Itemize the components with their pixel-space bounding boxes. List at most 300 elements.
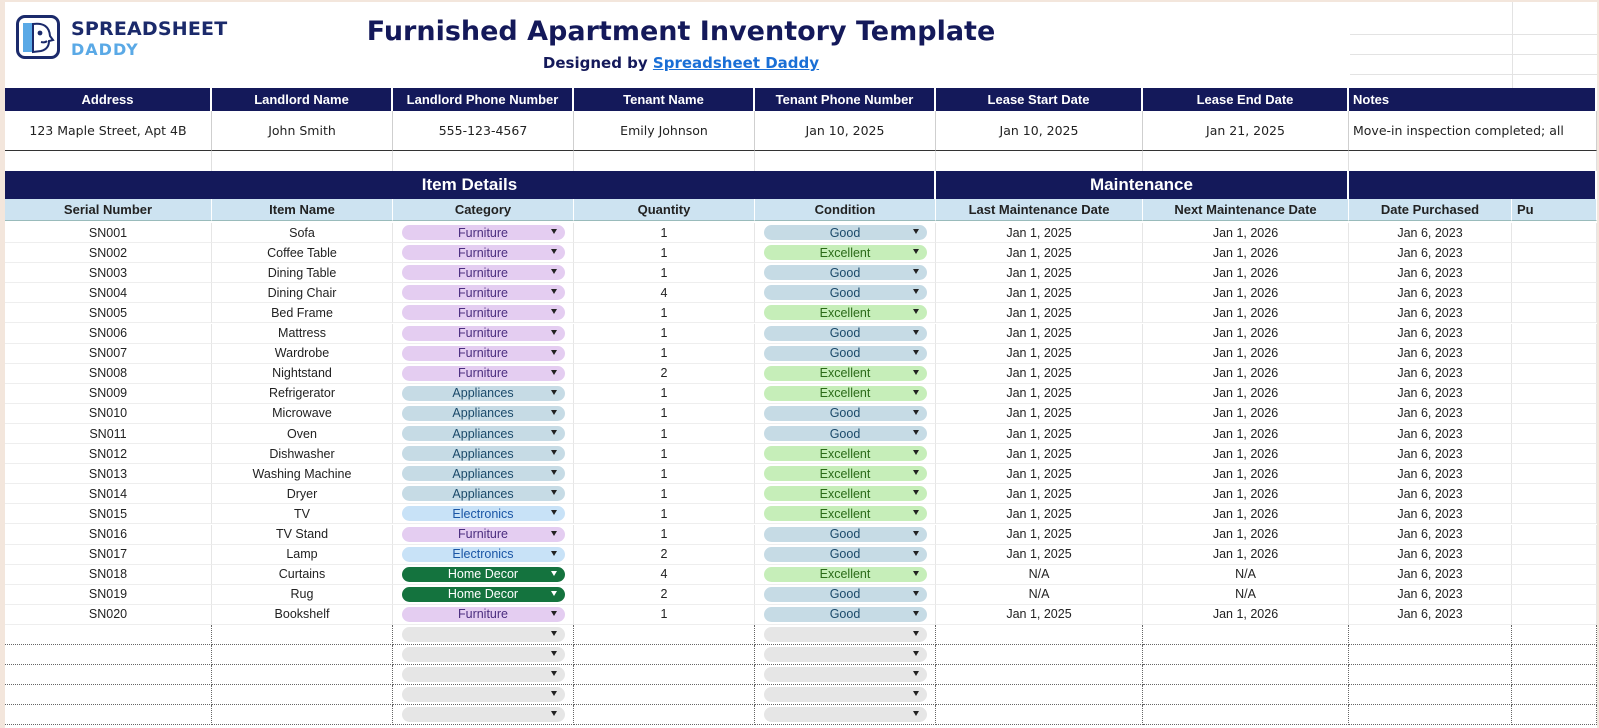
dropdown-caret-icon[interactable] bbox=[913, 390, 919, 395]
empty-cell[interactable] bbox=[574, 685, 755, 705]
condition-dropdown[interactable] bbox=[764, 607, 927, 622]
quantity-cell[interactable]: 1 bbox=[574, 525, 755, 545]
dropdown-caret-icon[interactable] bbox=[913, 711, 919, 716]
purchase-extra-cell[interactable] bbox=[1512, 484, 1597, 504]
category-dropdown[interactable] bbox=[402, 386, 565, 401]
condition-dropdown[interactable] bbox=[764, 667, 927, 682]
condition-cell[interactable] bbox=[755, 364, 936, 384]
dropdown-caret-icon[interactable] bbox=[551, 611, 557, 616]
empty-cell[interactable] bbox=[1143, 625, 1349, 645]
dropdown-caret-icon[interactable] bbox=[913, 430, 919, 435]
condition-cell[interactable] bbox=[755, 444, 936, 464]
date-purchased-cell[interactable]: Jan 6, 2023 bbox=[1349, 525, 1512, 545]
category-dropdown[interactable] bbox=[402, 225, 565, 240]
spreadsheet-daddy-link[interactable]: Spreadsheet Daddy bbox=[652, 54, 820, 72]
category-dropdown[interactable] bbox=[402, 245, 565, 260]
last-maintenance-cell[interactable]: Jan 1, 2025 bbox=[936, 303, 1143, 323]
category-cell[interactable] bbox=[393, 404, 574, 424]
dropdown-caret-icon[interactable] bbox=[551, 269, 557, 274]
purchase-extra-cell[interactable] bbox=[1512, 404, 1597, 424]
serial-number-cell[interactable]: SN016 bbox=[5, 525, 212, 545]
date-purchased-cell[interactable]: Jan 6, 2023 bbox=[1349, 424, 1512, 444]
last-maintenance-cell[interactable]: Jan 1, 2025 bbox=[936, 384, 1143, 404]
dropdown-caret-icon[interactable] bbox=[913, 289, 919, 294]
category-cell[interactable] bbox=[393, 344, 574, 364]
dropdown-caret-icon[interactable] bbox=[551, 490, 557, 495]
quantity-cell[interactable]: 1 bbox=[574, 484, 755, 504]
date-purchased-cell[interactable]: Jan 6, 2023 bbox=[1349, 605, 1512, 625]
dropdown-caret-icon[interactable] bbox=[913, 410, 919, 415]
next-maintenance-cell[interactable]: Jan 1, 2026 bbox=[1143, 404, 1349, 424]
category-cell[interactable] bbox=[393, 464, 574, 484]
dropdown-caret-icon[interactable] bbox=[913, 671, 919, 676]
last-maintenance-cell[interactable]: Jan 1, 2025 bbox=[936, 324, 1143, 344]
next-maintenance-cell[interactable]: Jan 1, 2026 bbox=[1143, 484, 1349, 504]
date-purchased-cell[interactable]: Jan 6, 2023 bbox=[1349, 364, 1512, 384]
last-maintenance-cell[interactable]: Jan 1, 2025 bbox=[936, 484, 1143, 504]
next-maintenance-cell[interactable]: Jan 1, 2026 bbox=[1143, 324, 1349, 344]
empty-cell[interactable] bbox=[393, 645, 574, 665]
serial-number-cell[interactable]: SN011 bbox=[5, 424, 212, 444]
empty-cell[interactable] bbox=[1349, 645, 1512, 665]
serial-number-cell[interactable]: SN015 bbox=[5, 504, 212, 524]
empty-cell[interactable] bbox=[5, 665, 212, 685]
empty-cell[interactable] bbox=[5, 705, 212, 725]
empty-cell[interactable] bbox=[212, 685, 393, 705]
condition-dropdown[interactable] bbox=[764, 587, 927, 602]
category-cell[interactable] bbox=[393, 364, 574, 384]
purchase-extra-cell[interactable] bbox=[1512, 504, 1597, 524]
last-maintenance-cell[interactable]: N/A bbox=[936, 565, 1143, 585]
date-purchased-cell[interactable]: Jan 6, 2023 bbox=[1349, 283, 1512, 303]
condition-cell[interactable] bbox=[755, 344, 936, 364]
last-maintenance-cell[interactable]: Jan 1, 2025 bbox=[936, 344, 1143, 364]
dropdown-caret-icon[interactable] bbox=[551, 370, 557, 375]
date-purchased-cell[interactable]: Jan 6, 2023 bbox=[1349, 545, 1512, 565]
next-maintenance-cell[interactable]: Jan 1, 2026 bbox=[1143, 384, 1349, 404]
date-purchased-cell[interactable]: Jan 6, 2023 bbox=[1349, 303, 1512, 323]
empty-cell[interactable] bbox=[1143, 705, 1349, 725]
notes-value[interactable]: Move-in inspection completed; all bbox=[1349, 111, 1597, 151]
quantity-cell[interactable]: 1 bbox=[574, 404, 755, 424]
next-maintenance-cell[interactable]: Jan 1, 2026 bbox=[1143, 364, 1349, 384]
category-dropdown[interactable] bbox=[402, 506, 565, 521]
condition-dropdown[interactable] bbox=[764, 245, 927, 260]
condition-cell[interactable] bbox=[755, 484, 936, 504]
category-dropdown[interactable] bbox=[402, 346, 565, 361]
quantity-cell[interactable]: 1 bbox=[574, 605, 755, 625]
condition-cell[interactable] bbox=[755, 585, 936, 605]
item-name-cell[interactable]: Dishwasher bbox=[212, 444, 393, 464]
dropdown-caret-icon[interactable] bbox=[913, 350, 919, 355]
empty-cell[interactable] bbox=[574, 625, 755, 645]
category-dropdown[interactable] bbox=[402, 647, 565, 662]
empty-cell[interactable] bbox=[1512, 645, 1597, 665]
date-purchased-cell[interactable]: Jan 6, 2023 bbox=[1349, 384, 1512, 404]
condition-dropdown[interactable] bbox=[764, 265, 927, 280]
tenant-name-value[interactable]: Emily Johnson bbox=[574, 111, 755, 151]
item-name-cell[interactable]: Dining Chair bbox=[212, 283, 393, 303]
item-name-cell[interactable]: Bed Frame bbox=[212, 303, 393, 323]
condition-dropdown[interactable] bbox=[764, 647, 927, 662]
purchase-extra-cell[interactable] bbox=[1512, 263, 1597, 283]
category-dropdown[interactable] bbox=[402, 406, 565, 421]
empty-cell[interactable] bbox=[936, 645, 1143, 665]
empty-cell[interactable] bbox=[1143, 685, 1349, 705]
category-cell[interactable] bbox=[393, 585, 574, 605]
category-dropdown[interactable] bbox=[402, 527, 565, 542]
empty-cell[interactable] bbox=[936, 665, 1143, 685]
condition-dropdown[interactable] bbox=[764, 486, 927, 501]
dropdown-caret-icon[interactable] bbox=[913, 631, 919, 636]
purchase-extra-cell[interactable] bbox=[1512, 565, 1597, 585]
quantity-cell[interactable]: 2 bbox=[574, 364, 755, 384]
item-name-cell[interactable]: Coffee Table bbox=[212, 243, 393, 263]
empty-cell[interactable] bbox=[936, 625, 1143, 645]
quantity-cell[interactable]: 1 bbox=[574, 384, 755, 404]
quantity-cell[interactable]: 1 bbox=[574, 444, 755, 464]
dropdown-caret-icon[interactable] bbox=[913, 249, 919, 254]
next-maintenance-cell[interactable]: Jan 1, 2026 bbox=[1143, 223, 1349, 243]
category-cell[interactable] bbox=[393, 545, 574, 565]
date-purchased-cell[interactable]: Jan 6, 2023 bbox=[1349, 504, 1512, 524]
purchase-extra-cell[interactable] bbox=[1512, 243, 1597, 263]
next-maintenance-cell[interactable]: Jan 1, 2026 bbox=[1143, 283, 1349, 303]
dropdown-caret-icon[interactable] bbox=[551, 289, 557, 294]
last-maintenance-cell[interactable]: Jan 1, 2025 bbox=[936, 364, 1143, 384]
empty-cell[interactable] bbox=[212, 645, 393, 665]
next-maintenance-cell[interactable]: Jan 1, 2026 bbox=[1143, 344, 1349, 364]
item-name-cell[interactable]: Wardrobe bbox=[212, 344, 393, 364]
category-dropdown[interactable] bbox=[402, 366, 565, 381]
category-dropdown[interactable] bbox=[402, 466, 565, 481]
condition-dropdown[interactable] bbox=[764, 506, 927, 521]
empty-cell[interactable] bbox=[393, 705, 574, 725]
dropdown-caret-icon[interactable] bbox=[913, 330, 919, 335]
dropdown-caret-icon[interactable] bbox=[551, 470, 557, 475]
category-dropdown[interactable] bbox=[402, 687, 565, 702]
condition-dropdown[interactable] bbox=[764, 366, 927, 381]
serial-number-cell[interactable]: SN010 bbox=[5, 404, 212, 424]
item-name-cell[interactable]: Bookshelf bbox=[212, 605, 393, 625]
condition-dropdown[interactable] bbox=[764, 446, 927, 461]
dropdown-caret-icon[interactable] bbox=[551, 691, 557, 696]
condition-cell[interactable] bbox=[755, 525, 936, 545]
dropdown-caret-icon[interactable] bbox=[551, 631, 557, 636]
item-name-cell[interactable]: Sofa bbox=[212, 223, 393, 243]
category-dropdown[interactable] bbox=[402, 547, 565, 562]
empty-cell[interactable] bbox=[393, 625, 574, 645]
condition-cell[interactable] bbox=[755, 243, 936, 263]
quantity-cell[interactable]: 1 bbox=[574, 344, 755, 364]
condition-dropdown[interactable] bbox=[764, 225, 927, 240]
empty-cell[interactable] bbox=[1143, 645, 1349, 665]
empty-cell[interactable] bbox=[755, 625, 936, 645]
quantity-cell[interactable]: 1 bbox=[574, 424, 755, 444]
condition-dropdown[interactable] bbox=[764, 627, 927, 642]
item-name-cell[interactable]: TV Stand bbox=[212, 525, 393, 545]
dropdown-caret-icon[interactable] bbox=[551, 390, 557, 395]
item-name-cell[interactable]: TV bbox=[212, 504, 393, 524]
quantity-cell[interactable]: 2 bbox=[574, 545, 755, 565]
quantity-cell[interactable]: 1 bbox=[574, 243, 755, 263]
category-cell[interactable] bbox=[393, 444, 574, 464]
condition-dropdown[interactable] bbox=[764, 406, 927, 421]
date-purchased-cell[interactable]: Jan 6, 2023 bbox=[1349, 324, 1512, 344]
last-maintenance-cell[interactable]: Jan 1, 2025 bbox=[936, 283, 1143, 303]
next-maintenance-cell[interactable]: N/A bbox=[1143, 565, 1349, 585]
empty-cell[interactable] bbox=[755, 705, 936, 725]
category-dropdown[interactable] bbox=[402, 607, 565, 622]
empty-cell[interactable] bbox=[1512, 665, 1597, 685]
condition-cell[interactable] bbox=[755, 424, 936, 444]
dropdown-caret-icon[interactable] bbox=[913, 611, 919, 616]
date-purchased-cell[interactable]: Jan 6, 2023 bbox=[1349, 223, 1512, 243]
serial-number-cell[interactable]: SN014 bbox=[5, 484, 212, 504]
dropdown-caret-icon[interactable] bbox=[913, 691, 919, 696]
landlord-phone-value[interactable]: 555-123-4567 bbox=[393, 111, 574, 151]
last-maintenance-cell[interactable]: Jan 1, 2025 bbox=[936, 424, 1143, 444]
next-maintenance-cell[interactable]: Jan 1, 2026 bbox=[1143, 303, 1349, 323]
condition-cell[interactable] bbox=[755, 404, 936, 424]
dropdown-caret-icon[interactable] bbox=[551, 450, 557, 455]
purchase-extra-cell[interactable] bbox=[1512, 364, 1597, 384]
dropdown-caret-icon[interactable] bbox=[551, 330, 557, 335]
purchase-extra-cell[interactable] bbox=[1512, 324, 1597, 344]
purchase-extra-cell[interactable] bbox=[1512, 444, 1597, 464]
empty-cell[interactable] bbox=[5, 685, 212, 705]
date-purchased-cell[interactable]: Jan 6, 2023 bbox=[1349, 464, 1512, 484]
quantity-cell[interactable]: 1 bbox=[574, 303, 755, 323]
next-maintenance-cell[interactable]: Jan 1, 2026 bbox=[1143, 464, 1349, 484]
category-cell[interactable] bbox=[393, 525, 574, 545]
empty-cell[interactable] bbox=[5, 645, 212, 665]
next-maintenance-cell[interactable]: Jan 1, 2026 bbox=[1143, 525, 1349, 545]
empty-cell[interactable] bbox=[574, 665, 755, 685]
last-maintenance-cell[interactable]: Jan 1, 2025 bbox=[936, 525, 1143, 545]
category-dropdown[interactable] bbox=[402, 426, 565, 441]
dropdown-caret-icon[interactable] bbox=[551, 510, 557, 515]
item-name-cell[interactable]: Dryer bbox=[212, 484, 393, 504]
item-name-cell[interactable]: Lamp bbox=[212, 545, 393, 565]
next-maintenance-cell[interactable]: Jan 1, 2026 bbox=[1143, 605, 1349, 625]
item-name-cell[interactable]: Curtains bbox=[212, 565, 393, 585]
dropdown-caret-icon[interactable] bbox=[551, 249, 557, 254]
category-dropdown[interactable] bbox=[402, 265, 565, 280]
date-purchased-cell[interactable]: Jan 6, 2023 bbox=[1349, 585, 1512, 605]
quantity-cell[interactable]: 1 bbox=[574, 324, 755, 344]
condition-dropdown[interactable] bbox=[764, 687, 927, 702]
serial-number-cell[interactable]: SN012 bbox=[5, 444, 212, 464]
last-maintenance-cell[interactable]: Jan 1, 2025 bbox=[936, 464, 1143, 484]
category-cell[interactable] bbox=[393, 223, 574, 243]
empty-cell[interactable] bbox=[1512, 625, 1597, 645]
condition-dropdown[interactable] bbox=[764, 326, 927, 341]
category-dropdown[interactable] bbox=[402, 326, 565, 341]
category-dropdown[interactable] bbox=[402, 285, 565, 300]
item-name-cell[interactable]: Dining Table bbox=[212, 263, 393, 283]
dropdown-caret-icon[interactable] bbox=[551, 671, 557, 676]
category-dropdown[interactable] bbox=[402, 486, 565, 501]
quantity-cell[interactable]: 1 bbox=[574, 263, 755, 283]
condition-cell[interactable] bbox=[755, 565, 936, 585]
last-maintenance-cell[interactable]: Jan 1, 2025 bbox=[936, 404, 1143, 424]
next-maintenance-cell[interactable]: Jan 1, 2026 bbox=[1143, 545, 1349, 565]
dropdown-caret-icon[interactable] bbox=[551, 591, 557, 596]
empty-cell[interactable] bbox=[1349, 625, 1512, 645]
category-cell[interactable] bbox=[393, 263, 574, 283]
category-cell[interactable] bbox=[393, 324, 574, 344]
serial-number-cell[interactable]: SN005 bbox=[5, 303, 212, 323]
dropdown-caret-icon[interactable] bbox=[551, 229, 557, 234]
condition-dropdown[interactable] bbox=[764, 305, 927, 320]
empty-cell[interactable] bbox=[574, 705, 755, 725]
condition-cell[interactable] bbox=[755, 384, 936, 404]
category-cell[interactable] bbox=[393, 243, 574, 263]
condition-dropdown[interactable] bbox=[764, 527, 927, 542]
purchase-extra-cell[interactable] bbox=[1512, 384, 1597, 404]
address-value[interactable]: 123 Maple Street, Apt 4B bbox=[5, 111, 212, 151]
empty-cell[interactable] bbox=[212, 705, 393, 725]
date-purchased-cell[interactable]: Jan 6, 2023 bbox=[1349, 565, 1512, 585]
last-maintenance-cell[interactable]: Jan 1, 2025 bbox=[936, 504, 1143, 524]
item-name-cell[interactable]: Nightstand bbox=[212, 364, 393, 384]
dropdown-caret-icon[interactable] bbox=[913, 551, 919, 556]
serial-number-cell[interactable]: SN008 bbox=[5, 364, 212, 384]
empty-cell[interactable] bbox=[936, 705, 1143, 725]
condition-cell[interactable] bbox=[755, 303, 936, 323]
quantity-cell[interactable]: 1 bbox=[574, 223, 755, 243]
next-maintenance-cell[interactable]: Jan 1, 2026 bbox=[1143, 504, 1349, 524]
serial-number-cell[interactable]: SN009 bbox=[5, 384, 212, 404]
landlord-name-value[interactable]: John Smith bbox=[212, 111, 393, 151]
category-dropdown[interactable] bbox=[402, 667, 565, 682]
dropdown-caret-icon[interactable] bbox=[913, 490, 919, 495]
purchase-extra-cell[interactable] bbox=[1512, 585, 1597, 605]
item-name-cell[interactable]: Microwave bbox=[212, 404, 393, 424]
date-purchased-cell[interactable]: Jan 6, 2023 bbox=[1349, 404, 1512, 424]
serial-number-cell[interactable]: SN007 bbox=[5, 344, 212, 364]
quantity-cell[interactable]: 2 bbox=[574, 585, 755, 605]
last-maintenance-cell[interactable]: Jan 1, 2025 bbox=[936, 605, 1143, 625]
condition-dropdown[interactable] bbox=[764, 567, 927, 582]
serial-number-cell[interactable]: SN018 bbox=[5, 565, 212, 585]
category-cell[interactable] bbox=[393, 484, 574, 504]
dropdown-caret-icon[interactable] bbox=[913, 450, 919, 455]
empty-cell[interactable] bbox=[393, 685, 574, 705]
lease-start-value[interactable]: Jan 10, 2025 bbox=[936, 111, 1143, 151]
date-purchased-cell[interactable]: Jan 6, 2023 bbox=[1349, 344, 1512, 364]
item-name-cell[interactable]: Oven bbox=[212, 424, 393, 444]
serial-number-cell[interactable]: SN020 bbox=[5, 605, 212, 625]
category-cell[interactable] bbox=[393, 303, 574, 323]
empty-cell[interactable] bbox=[755, 665, 936, 685]
last-maintenance-cell[interactable]: Jan 1, 2025 bbox=[936, 223, 1143, 243]
condition-cell[interactable] bbox=[755, 283, 936, 303]
serial-number-cell[interactable]: SN006 bbox=[5, 324, 212, 344]
serial-number-cell[interactable]: SN002 bbox=[5, 243, 212, 263]
dropdown-caret-icon[interactable] bbox=[913, 651, 919, 656]
dropdown-caret-icon[interactable] bbox=[551, 350, 557, 355]
category-dropdown[interactable] bbox=[402, 446, 565, 461]
category-dropdown[interactable] bbox=[402, 627, 565, 642]
category-dropdown[interactable] bbox=[402, 305, 565, 320]
date-purchased-cell[interactable]: Jan 6, 2023 bbox=[1349, 243, 1512, 263]
category-cell[interactable] bbox=[393, 424, 574, 444]
dropdown-caret-icon[interactable] bbox=[913, 510, 919, 515]
date-purchased-cell[interactable]: Jan 6, 2023 bbox=[1349, 263, 1512, 283]
dropdown-caret-icon[interactable] bbox=[551, 531, 557, 536]
quantity-cell[interactable]: 4 bbox=[574, 565, 755, 585]
condition-dropdown[interactable] bbox=[764, 707, 927, 722]
condition-dropdown[interactable] bbox=[764, 466, 927, 481]
dropdown-caret-icon[interactable] bbox=[913, 531, 919, 536]
serial-number-cell[interactable]: SN017 bbox=[5, 545, 212, 565]
lease-end-value[interactable]: Jan 21, 2025 bbox=[1143, 111, 1349, 151]
empty-cell[interactable] bbox=[1349, 685, 1512, 705]
next-maintenance-cell[interactable]: Jan 1, 2026 bbox=[1143, 424, 1349, 444]
condition-cell[interactable] bbox=[755, 605, 936, 625]
category-dropdown[interactable] bbox=[402, 707, 565, 722]
empty-cell[interactable] bbox=[755, 645, 936, 665]
condition-dropdown[interactable] bbox=[764, 285, 927, 300]
category-cell[interactable] bbox=[393, 565, 574, 585]
serial-number-cell[interactable]: SN004 bbox=[5, 283, 212, 303]
dropdown-caret-icon[interactable] bbox=[551, 651, 557, 656]
last-maintenance-cell[interactable]: N/A bbox=[936, 585, 1143, 605]
next-maintenance-cell[interactable]: Jan 1, 2026 bbox=[1143, 444, 1349, 464]
purchase-extra-cell[interactable] bbox=[1512, 303, 1597, 323]
dropdown-caret-icon[interactable] bbox=[913, 591, 919, 596]
dropdown-caret-icon[interactable] bbox=[913, 470, 919, 475]
serial-number-cell[interactable]: SN013 bbox=[5, 464, 212, 484]
date-purchased-cell[interactable]: Jan 6, 2023 bbox=[1349, 484, 1512, 504]
empty-cell[interactable] bbox=[1512, 705, 1597, 725]
condition-dropdown[interactable] bbox=[764, 386, 927, 401]
last-maintenance-cell[interactable]: Jan 1, 2025 bbox=[936, 545, 1143, 565]
category-dropdown[interactable] bbox=[402, 567, 565, 582]
last-maintenance-cell[interactable]: Jan 1, 2025 bbox=[936, 243, 1143, 263]
empty-cell[interactable] bbox=[212, 665, 393, 685]
quantity-cell[interactable]: 4 bbox=[574, 283, 755, 303]
dropdown-caret-icon[interactable] bbox=[551, 309, 557, 314]
item-name-cell[interactable]: Mattress bbox=[212, 324, 393, 344]
quantity-cell[interactable]: 1 bbox=[574, 504, 755, 524]
condition-dropdown[interactable] bbox=[764, 547, 927, 562]
item-name-cell[interactable]: Rug bbox=[212, 585, 393, 605]
dropdown-caret-icon[interactable] bbox=[551, 571, 557, 576]
serial-number-cell[interactable]: SN001 bbox=[5, 223, 212, 243]
purchase-extra-cell[interactable] bbox=[1512, 223, 1597, 243]
condition-dropdown[interactable] bbox=[764, 346, 927, 361]
item-name-cell[interactable]: Washing Machine bbox=[212, 464, 393, 484]
category-cell[interactable] bbox=[393, 384, 574, 404]
next-maintenance-cell[interactable]: Jan 1, 2026 bbox=[1143, 243, 1349, 263]
purchase-extra-cell[interactable] bbox=[1512, 605, 1597, 625]
item-name-cell[interactable]: Refrigerator bbox=[212, 384, 393, 404]
purchase-extra-cell[interactable] bbox=[1512, 464, 1597, 484]
category-dropdown[interactable] bbox=[402, 587, 565, 602]
condition-cell[interactable] bbox=[755, 223, 936, 243]
last-maintenance-cell[interactable]: Jan 1, 2025 bbox=[936, 263, 1143, 283]
condition-dropdown[interactable] bbox=[764, 426, 927, 441]
empty-cell[interactable] bbox=[1143, 665, 1349, 685]
dropdown-caret-icon[interactable] bbox=[913, 229, 919, 234]
category-cell[interactable] bbox=[393, 605, 574, 625]
empty-cell[interactable] bbox=[936, 685, 1143, 705]
tenant-phone-value[interactable]: Jan 10, 2025 bbox=[755, 111, 936, 151]
purchase-extra-cell[interactable] bbox=[1512, 424, 1597, 444]
